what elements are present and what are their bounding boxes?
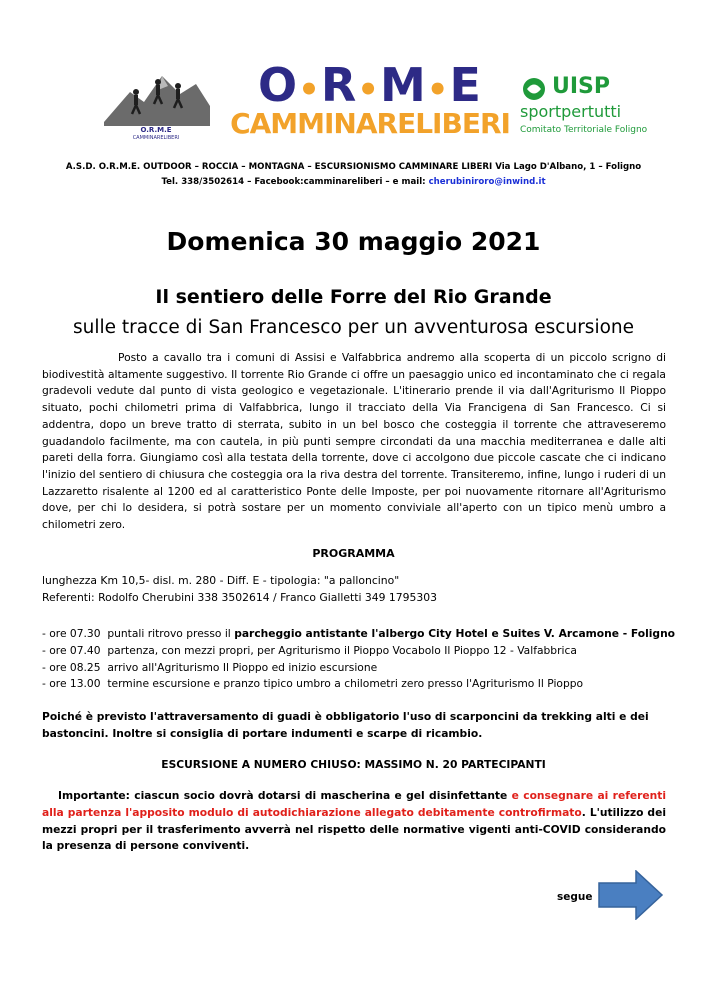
covid-notice-part1: Importante: ciascun socio dovrà dotarsi di mascherina e gel disinfettante bbox=[58, 789, 512, 802]
orme-letter: R bbox=[320, 58, 358, 112]
svg-text:CAMMINARELIBERI: CAMMINARELIBERI bbox=[132, 135, 180, 140]
orme-dot: • bbox=[298, 70, 321, 110]
right-arrow-icon[interactable] bbox=[598, 870, 664, 920]
uisp-tagline: sportpertutti bbox=[520, 102, 622, 121]
orme-letter: M bbox=[380, 58, 427, 112]
event-date: Domenica 30 maggio 2021 bbox=[166, 227, 541, 256]
route-details: lunghezza Km 10,5- disl. m. 280 - Diff. E - tipologia: "a palloncino" bbox=[42, 574, 400, 587]
uisp-name: UISP bbox=[552, 74, 611, 99]
schedule-time: - ore 07.30 bbox=[42, 627, 101, 640]
contact-phone-facebook: Tel. 338/3502614 – Facebook:camminareliberi – e mail: bbox=[161, 177, 429, 187]
uisp-committee: Comitato Territoriale Foligno bbox=[520, 125, 648, 135]
schedule-time: - ore 13.00 bbox=[42, 677, 101, 691]
guadi-notice: Poiché è previsto l'attraversamento di guadi è obbligatorio l'uso di scarponcini da trekking alti e dei bastoncini. Inoltre si consiglia di portare indumenti e scarpe di ricambio. bbox=[42, 710, 649, 740]
schedule-list bbox=[42, 626, 682, 693]
covid-notice bbox=[42, 788, 666, 855]
description-paragraph: Posto a cavallo tra i comuni di Assisi e Valfabbrica andremo alla scoperta di un piccolo scrigno di biodivestità altamente suggestivo. Il torrente Rio Grande ci offre un paesaggio unico ed incontaminato che ci regala gradevoli vedute dal punto di vista geologico e vegetazionale. L'itinerario prende il via dall'Agriturismo Il Pioppo situato, pochi chilometri prima di Valfabbrica, lungo il tracciato della Via Francigena di San Francesco. Ci si addentra, dopo un breve tratto di sterrata, subito in un bel bosco che costeggia il torrente che attraveseremo guadandolo facilmente, ma con cautela, in più punti sempre circondati da una macchia mediterranea e dalle alti pareti della forra. Giungiamo così alla testata della torrente, dove ci accolgono due piccole cascate che ci indicano l'inizio del sentiero di chiusura che costeggia ora la riva destra del torrente. Transiteremo, infine, lungo i ruderi di un Lazzaretto risalente al 1200 ed al caratteristico Ponte delle Imposte, per poi nuovamente ritornare all'Agriturismo dove, per chi lo desidera, si potrà sostare per un momento conviviale all'aperto con un tipico menù umbro a chilometri zero. bbox=[42, 351, 666, 532]
covid-notice-part2: . L'utilizzo dei mezzi propri per il trasferimento avverrà nel rispetto delle normative vigenti anti-COVID considerando la presenza di persone conviventi. bbox=[42, 805, 666, 853]
svg-text:O.R.M.E: O.R.M.E bbox=[140, 126, 172, 134]
segue-label: segue bbox=[557, 891, 593, 903]
orme-letter: O bbox=[258, 58, 299, 112]
orme-dot: • bbox=[357, 70, 381, 110]
orme-dot: • bbox=[426, 70, 450, 110]
orme-hikers-logo bbox=[100, 62, 212, 140]
covid-notice-red: e consegnare ai referenti alla partenza l'apposito modulo di autodichiarazione allegato debitamente controfirmato bbox=[42, 789, 667, 819]
schedule-item bbox=[42, 660, 682, 677]
schedule-text: arrivo all'Agriturismo Il Pioppo ed inizio escursione bbox=[107, 660, 378, 674]
orme-subtitle: CAMMINARELIBERI bbox=[230, 107, 510, 140]
event-title: Il sentiero delle Forre del Rio Grande bbox=[155, 286, 552, 308]
participants-limit: ESCURSIONE A NUMERO CHIUSO: MASSIMO N. 20 PARTECIPANTI bbox=[161, 758, 546, 771]
orme-letter: E bbox=[449, 58, 482, 112]
contact-email-link[interactable]: cherubiniroro@inwind.it bbox=[428, 177, 546, 187]
schedule-item bbox=[42, 643, 682, 660]
uisp-leaf-icon bbox=[520, 76, 548, 102]
schedule-bold-text: parcheggio antistante l'albergo City Hotel e Suites V. Arcamone - Foligno bbox=[234, 627, 676, 640]
schedule-item bbox=[42, 626, 682, 643]
schedule-time: - ore 07.40 bbox=[42, 643, 101, 657]
association-contacts bbox=[0, 176, 707, 188]
referenti: Referenti: Rodolfo Cherubini 338 3502614 / Franco Gialletti 349 1795303 bbox=[42, 591, 438, 604]
schedule-item bbox=[42, 676, 682, 693]
programma-heading: PROGRAMMA bbox=[312, 547, 395, 560]
schedule-text: partenza, con mezzi propri, per Agriturismo il Pioppo Vocabolo Il Pioppo 12 - Valfabbrica bbox=[107, 643, 577, 657]
uisp-logo bbox=[520, 74, 648, 142]
association-address: A.S.D. O.R.M.E. OUTDOOR – ROCCIA – MONTAGNA – ESCURSIONISMO CAMMINARE LIBERI Via Lago D'Albano, 1 – Foligno bbox=[65, 162, 642, 172]
schedule-text: puntali ritrovo presso il bbox=[107, 627, 235, 640]
schedule-time: - ore 08.25 bbox=[42, 660, 101, 674]
schedule-text: termine escursione e pranzo tipico umbro a chilometri zero presso l'Agriturismo Il Pioppo bbox=[107, 677, 584, 691]
event-description bbox=[42, 350, 666, 534]
event-subtitle: sulle tracce di San Francesco per un avventurosa escursione bbox=[72, 317, 635, 338]
